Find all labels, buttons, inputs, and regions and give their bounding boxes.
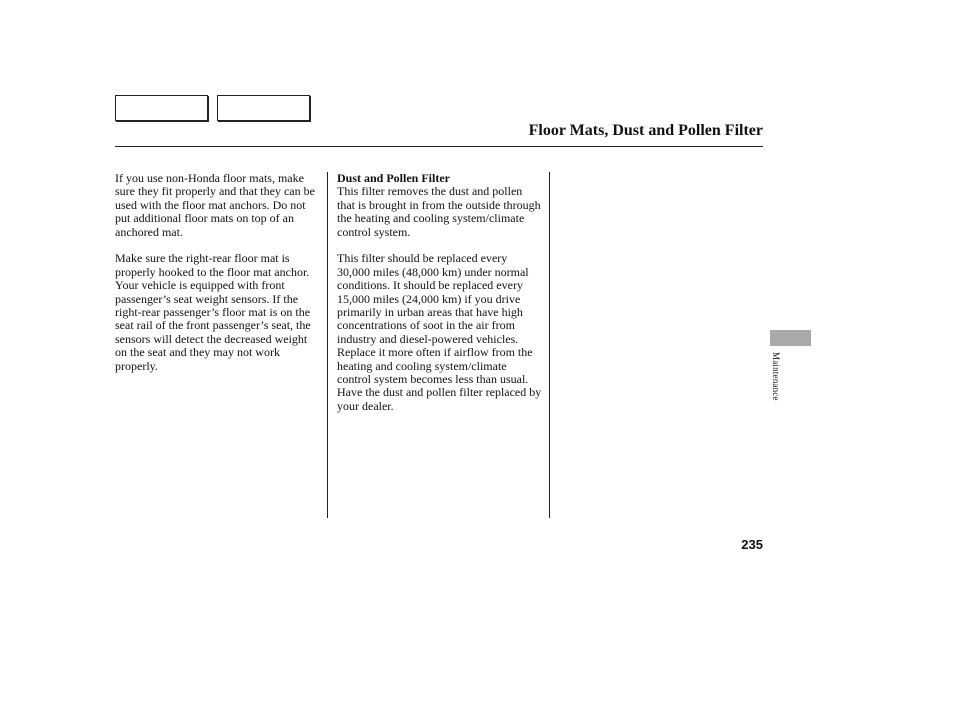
nav-button-previous[interactable] [115, 95, 208, 121]
page-number: 235 [741, 537, 763, 552]
nav-button-next[interactable] [217, 95, 310, 121]
section-tab-marker [770, 330, 811, 346]
column-divider-left [327, 172, 328, 518]
floor-mat-paragraph-2: Make sure the right-rear floor mat is properly hooked to the floor mat anchor. Your vehicle is equipped with front passenger’s seat weight sensors. If the right-rear passenger’s floor mat is on the seat rail of the front passenger’s seat, the sensors will detect the decreased weight on the seat and they may not work properly. [115, 251, 311, 373]
floor-mat-paragraph-1: If you use non-Honda floor mats, make sure they fit properly and that they can be used with the floor mat anchors. Do not put additional floor mats on top of an anchored mat. [115, 171, 315, 239]
right-text-column [337, 172, 543, 427]
section-label: Maintenance [771, 352, 781, 401]
filter-paragraph-1: This filter removes the dust and pollen that is brought in from the outside through the heating and cooling system/climate control system. [337, 184, 541, 239]
title-divider [115, 146, 763, 147]
dust-pollen-filter-heading: Dust and Pollen Filter [337, 171, 450, 185]
column-divider-right [549, 172, 550, 518]
left-text-column [115, 172, 320, 386]
page-title: Floor Mats, Dust and Pollen Filter [528, 122, 763, 139]
filter-paragraph-2: This filter should be replaced every 30,000 miles (48,000 km) under normal conditions. It should be replaced every 15,000 miles (24,000 km) if you drive primarily in urban areas that have high concentrations of soot in the air from industry and diesel-powered vehicles. Replace it more often if airflow from the heating and cooling system/climate control system becomes less than usual. Have the dust and pollen filter replaced by your dealer. [337, 251, 542, 413]
